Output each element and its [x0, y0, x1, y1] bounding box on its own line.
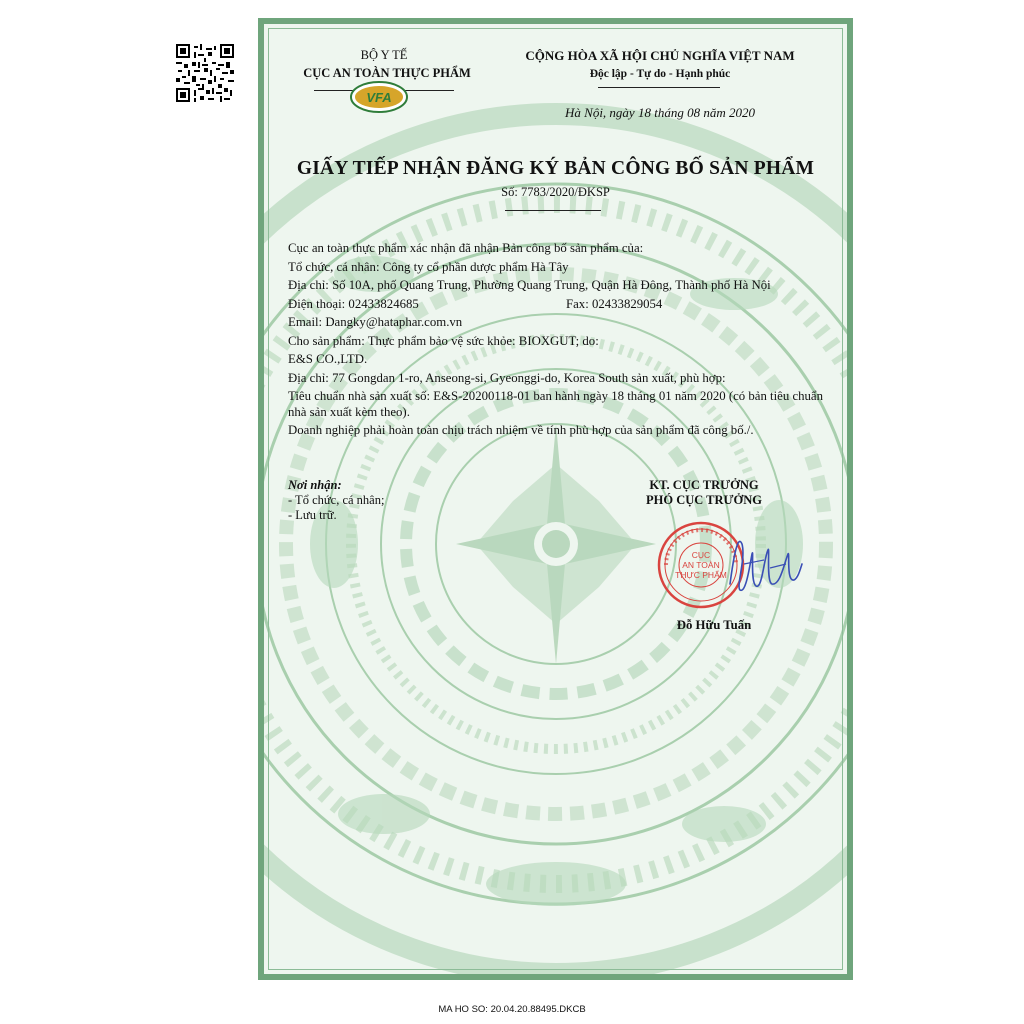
stamp-text: AN TOÀN	[682, 560, 720, 570]
vfa-logo-text: VFA	[366, 90, 392, 105]
email-text: Email: Dangky@hataphar.com.vn	[288, 315, 463, 329]
title-divider	[505, 210, 601, 211]
qr-code	[176, 44, 234, 102]
signature-title-line1: KT. CỤC TRƯỞNG	[649, 478, 759, 492]
organization-line: Tổ chức, cá nhân: Công ty cổ phần dược phẩm Hà Tây	[288, 259, 569, 274]
product-line: Cho sản phẩm: Thực phẩm bảo vệ sức khỏe: BIOXGUT; do:	[288, 333, 599, 348]
document-title: GIẤY TIẾP NHẬN ĐĂNG KÝ BẢN CÔNG BỐ SẢN PHẨM	[296, 158, 815, 179]
contact-line	[288, 297, 833, 313]
country-name: CỘNG HÒA XÃ HỘI CHỦ NGHĨA VIỆT NAM	[525, 48, 795, 63]
issue-date: Hà Nội, ngày 18 tháng 08 năm 2020	[565, 105, 755, 120]
stamp-text: CỤC	[691, 550, 711, 560]
manufacturer-address: Địa chỉ: 77 Gongdan 1-ro, Anseong-si, Gyeonggi-do, Korea South sản xuất, phù hợp:	[288, 370, 726, 385]
recipient-item: - Tổ chức, cá nhân;	[288, 493, 385, 507]
manufacturer-name: E&S CO.,LTD.	[288, 352, 368, 366]
ministry-name: BỘ Y TẾ	[360, 48, 408, 62]
document-number: Số: 7783/2020/ĐKSP	[501, 185, 610, 199]
intro-text: Cục an toàn thực phẩm xác nhận đã nhận Bản công bố sản phẩm của:	[288, 241, 644, 255]
stamp-text: THỰC PHẨM	[675, 570, 727, 580]
handwritten-signature-icon	[724, 524, 806, 604]
signer-name: Đỗ Hữu Tuấn	[676, 618, 752, 632]
vfa-logo-icon	[348, 80, 410, 114]
phone-text: Điện thoại: 02433824685	[288, 296, 419, 311]
responsibility-text: Doanh nghiệp phải hoàn toàn chịu trách nhiệm về tính phù hợp của sản phẩm đã công bố./.	[288, 423, 754, 437]
recipient-item: - Lưu trữ.	[288, 508, 337, 522]
standard-text: Tiêu chuẩn nhà sản xuất số: E&S-20200118-01 ban hành ngày 18 tháng 01 năm 2020 (có bản tiêu chuẩn nhà sản xuất kèm theo).	[288, 389, 824, 419]
address-line: Địa chỉ: Số 10A, phố Quang Trung, Phường Quang Trung, Quận Hà Đông, Thành phố Hà Nội	[288, 278, 771, 292]
recipients-label: Nơi nhận:	[288, 478, 342, 492]
certificate-document	[258, 18, 853, 980]
file-code: MA HO SO: 20.04.20.88495.DKCB	[438, 1004, 586, 1015]
header-divider-right	[598, 87, 720, 88]
recipients-block	[288, 478, 384, 523]
fax-text: Fax: 02433829054	[566, 296, 663, 311]
document-body	[288, 241, 833, 442]
agency-name: CỤC AN TOÀN THỰC PHẨM	[303, 66, 471, 80]
signature-title	[604, 478, 804, 508]
national-motto: Độc lập - Tự do - Hạnh phúc	[589, 68, 731, 80]
signature-title-line2: PHÓ CỤC TRƯỞNG	[646, 493, 762, 507]
